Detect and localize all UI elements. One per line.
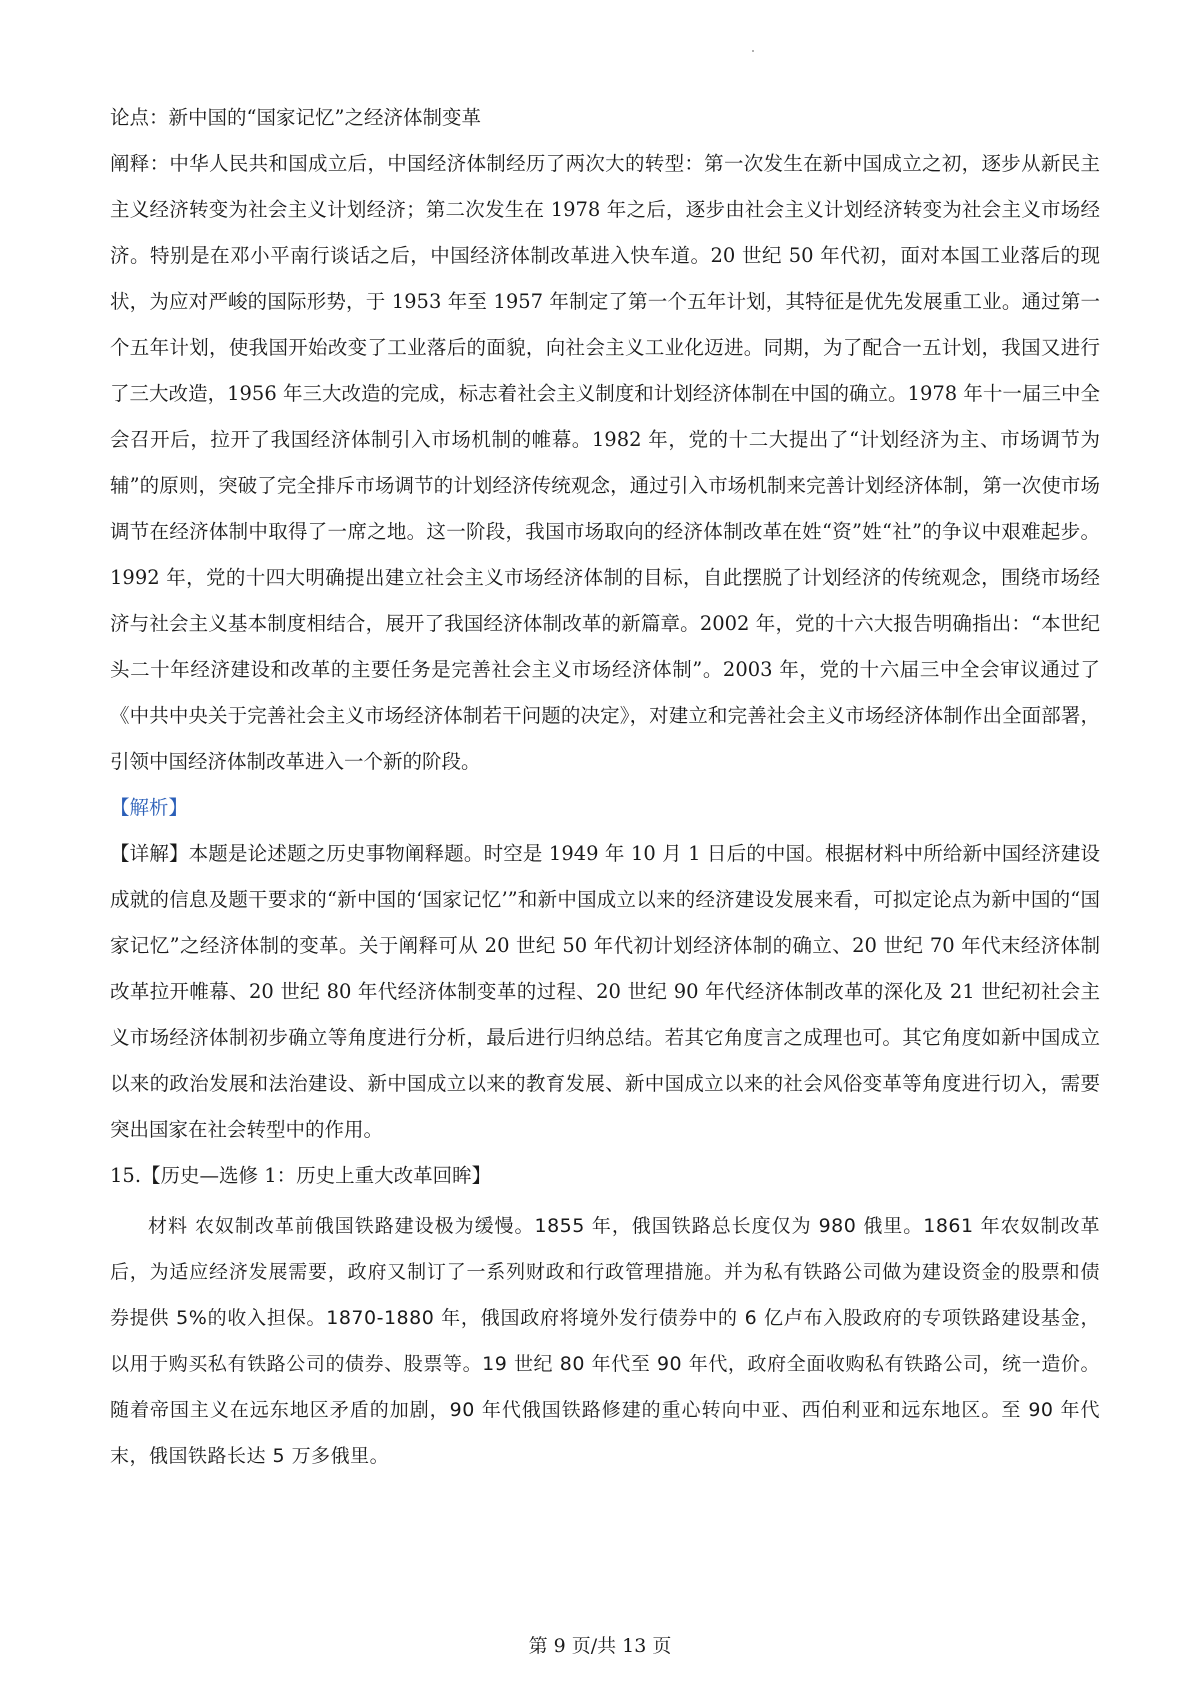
question-15-title: 15.【历史—选修 1：历史上重大改革回眸】 [110, 1164, 492, 1187]
argument-line: 论点：新中国的“国家记忆”之经济体制变革 [110, 106, 481, 129]
detail-paragraph: 【详解】本题是论述题之历史事物阐释题。时空是 1949 年 10 月 1 日后的中国。根据材料中所给新中国经济建设成就的信息及题干要求的“新中国的‘国家记忆’”和新中国成立以来的经济建设发展来看，可拟定论点为新中国的“国家记忆”之经济体制的变革。关于阐释可从 20 世纪 50 年代初计划经济体制的确立、20 世纪 70 年代末经济体制改革拉开帷幕、20 世纪 80 年代经济体制变革的过程、20 世纪 90 年代经济体制改革的深化及 21 世纪初社会主义市场经济体制初步确立等角度进行分析，最后进行归纳总结。若其它角度言之成理也可。其它角度如新中国成立以来的政治发展和法治建设、新中国成立以来的教育发展、新中国成立以来的社会风俗变革等角度进行切入，需要突出国家在社会转型中的作用。 [110, 842, 1100, 1141]
explanation-paragraph: 阐释：中华人民共和国成立后，中国经济体制经历了两次大的转型：第一次发生在新中国成立之初，逐步从新民主主义经济转变为社会主义计划经济；第二次发生在 1978 年之后，逐步由社会主义计划经济转变为社会主义市场经济。特别是在邓小平南行谈话之后，中国经济体制改革进入快车道。20 世纪 50 年代初，面对本国工业落后的现状，为应对严峻的国际形势，于 1953 年至 1957 年制定了第一个五年计划，其特征是优先发展重工业。通过第一个五年计划，使我国开始改变了工业落后的面貌，向社会主义工业化迈进。同期，为了配合一五计划，我国又进行了三大改造，1956 年三大改造的完成，标志着社会主义制度和计划经济体制在中国的确立。1978 年十一届三中全会召开后，拉开了我国经济体制引入市场机制的帷幕。1982 年，党的十二大提出了“计划经济为主、市场调节为辅”的原则，突破了完全排斥市场调节的计划经济传统观念，通过引入市场机制来完善计划经济体制，第一次使市场调节在经济体制中取得了一席之地。这一阶段，我国市场取向的经济体制改革在姓“资”姓“社”的争议中艰难起步。1992 年，党的十四大明确提出建立社会主义市场经济体制的目标，自此摆脱了计划经济的传统观念，围绕市场经济与社会主义基本制度相结合，展开了我国经济体制改革的新篇章。2002 年，党的十六大报告明确指出：“本世纪头二十年经济建设和改革的主要任务是完善社会主义市场经济体制”。2003 年，党的十六届三中全会审议通过了《中共中央关于完善社会主义市场经济体制若干问题的决定》，对建立和完善社会主义市场经济体制作出全面部署，引领中国经济体制改革进入一个新的阶段。 [110, 152, 1100, 773]
page-content [110, 95, 1100, 1479]
analysis-tag: 【解析】 [110, 796, 189, 819]
question-15-material: 材料 农奴制改革前俄国铁路建设极为缓慢。1855 年，俄国铁路总长度仅为 980 俄里。1861 年农奴制改革后，为适应经济发展需要，政府又制订了一系列财政和行政管理措施。并为私有铁路公司做为建设资金的股票和债券提供 5%的收入担保。1870-1880 年，俄国政府将境外发行债券中的 6 亿卢布入股政府的专项铁路建设基金，以用于购买私有铁路公司的债券、股票等。19 世纪 80 年代至 90 年代，政府全面收购私有铁路公司，统一造价。随着帝国主义在远东地区矛盾的加剧，90 年代俄国铁路修建的重心转向中亚、西伯利亚和远东地区。至 90 年代末，俄国铁路长达 5 万多俄里。 [110, 1215, 1100, 1467]
page-footer: 第 9 页/共 13 页 [528, 1635, 672, 1657]
scan-speck [752, 50, 754, 52]
